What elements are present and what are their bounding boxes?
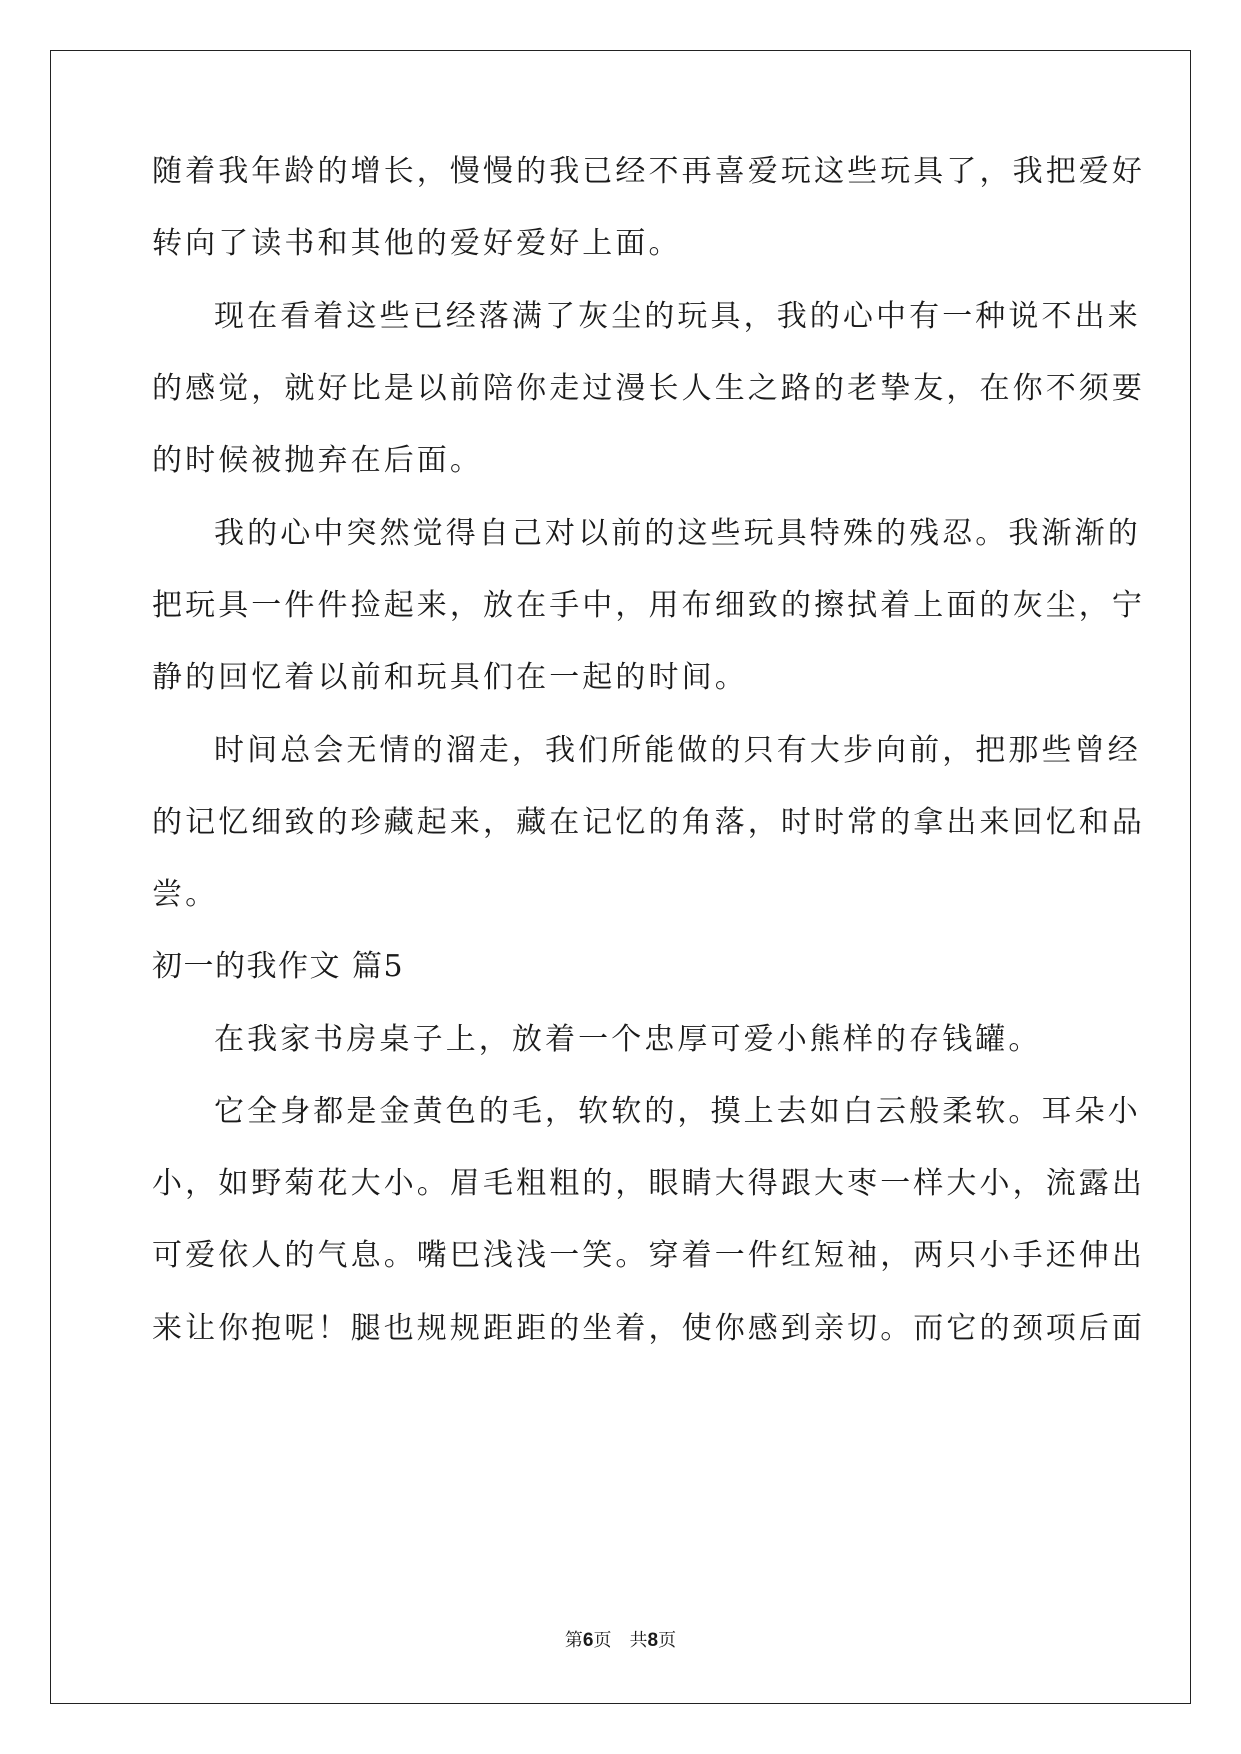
- page-number-suffix: 页: [658, 1630, 677, 1651]
- paragraph-start: 时间总会无情的溜走，我们所能做的只有大步向前，把那些曾经: [214, 733, 1141, 768]
- paragraph-start: 它全身都是金黄色的毛，软软的，摸上去如白云般柔软。耳朵小: [214, 1094, 1141, 1129]
- paragraph-start: 现在看着这些已经落满了灰尘的玩具，我的心中有一种说不出来: [214, 299, 1141, 334]
- text-line: 转向了读书和其他的爱好爱好上面。: [152, 226, 682, 261]
- page-number-prefix: 第: [564, 1630, 583, 1651]
- text-line: 的时候被抛弃在后面。: [152, 443, 483, 478]
- text-line: 来让你抱呢！腿也规规距距的坐着，使你感到亲切。而它的颈项后面: [152, 1311, 1145, 1346]
- text-line: 的感觉，就好比是以前陪你走过漫长人生之路的老挚友，在你不须要: [152, 371, 1145, 406]
- text-line: 可爱依人的气息。嘴巴浅浅一笑。穿着一件红短袖，两只小手还伸出: [152, 1238, 1145, 1273]
- paragraph-start: 我的心中突然觉得自己对以前的这些玩具特殊的残忍。我渐渐的: [214, 516, 1141, 551]
- page-footer: [0, 1626, 1241, 1652]
- page-number-separator: 页 共: [593, 1630, 648, 1651]
- text-line: 尝。: [152, 877, 219, 912]
- text-line: 小，如野菊花大小。眉毛粗粗的，眼睛大得跟大枣一样大小，流露出: [152, 1166, 1145, 1201]
- text-line: 随着我年龄的增长，慢慢的我已经不再喜爱玩这些玩具了，我把爱好: [152, 154, 1145, 189]
- paragraph-start: 在我家书房桌子上，放着一个忠厚可爱小熊样的存钱罐。: [214, 1022, 1042, 1057]
- text-line: 的记忆细致的珍藏起来，藏在记忆的角落，时时常的拿出来回忆和品: [152, 805, 1145, 840]
- section-heading: 初一的我作文 篇5: [152, 949, 405, 984]
- total-page-count: 8: [647, 1630, 659, 1651]
- current-page-number: 6: [582, 1630, 594, 1651]
- text-line: 把玩具一件件捡起来，放在手中，用布细致的擦拭着上面的灰尘，宁: [152, 588, 1145, 623]
- text-line: 静的回忆着以前和玩具们在一起的时间。: [152, 660, 748, 695]
